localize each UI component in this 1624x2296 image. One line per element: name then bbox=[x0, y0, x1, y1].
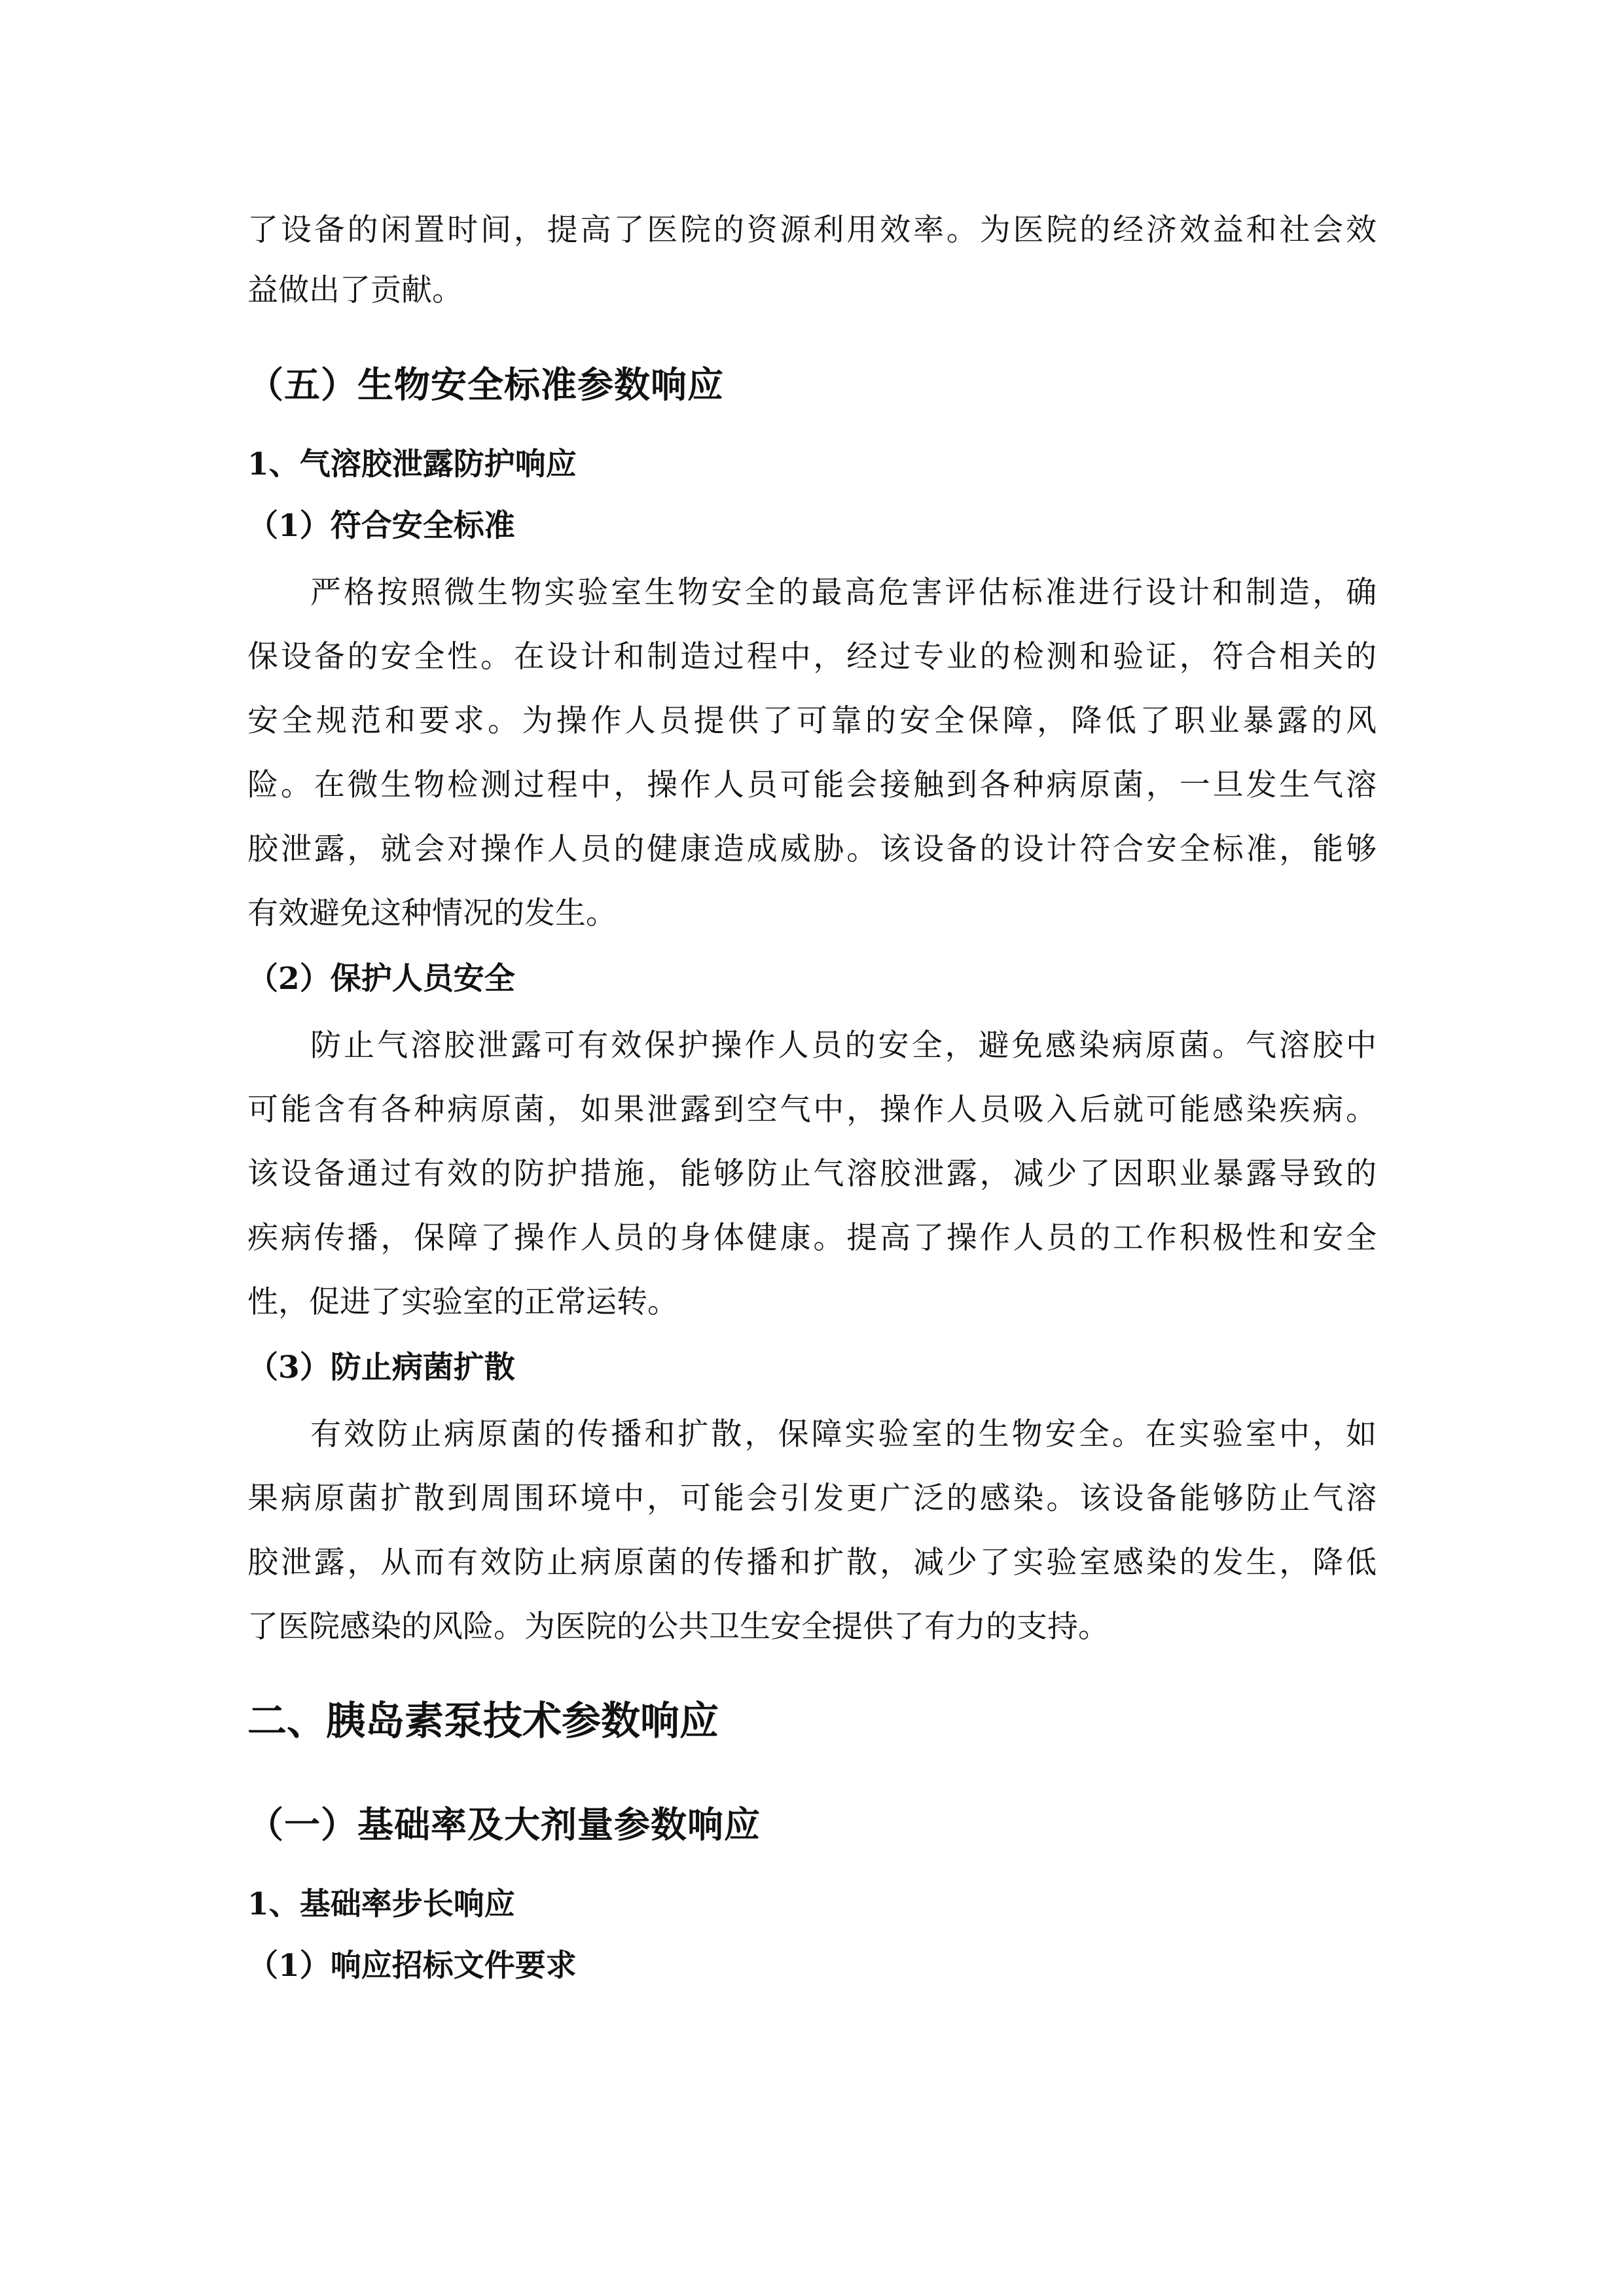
paragraph-line: 益做出了贡献。 bbox=[247, 272, 463, 308]
paragraph-line: 有效防止病原菌的传播和扩散，保障实验室的生物安全。在实验室中，如 bbox=[310, 1416, 1377, 1452]
section-heading: （五）生物安全标准参数响应 bbox=[247, 363, 725, 406]
paragraph-line: 疾病传播，保障了操作人员的身体健康。提高了操作人员的工作积极性和安全 bbox=[247, 1220, 1377, 1256]
paragraph-line: 了设备的闲置时间，提高了医院的资源利用效率。为医院的经济效益和社会效 bbox=[247, 212, 1377, 248]
paragraph-line: 性，促进了实验室的正常运转。 bbox=[247, 1284, 678, 1320]
paragraph-line: 果病原菌扩散到周围环境中，可能会引发更广泛的感染。该设备能够防止气溶 bbox=[247, 1480, 1377, 1516]
sub-heading: （1）响应招标文件要求 bbox=[247, 1948, 577, 1984]
chapter-heading: 二、胰岛素泵技术参数响应 bbox=[247, 1698, 719, 1744]
section-heading: （一）基础率及大剂量参数响应 bbox=[247, 1803, 761, 1846]
paragraph-line: 了医院感染的风险。为医院的公共卫生安全提供了有力的支持。 bbox=[247, 1609, 1109, 1645]
paragraph-line: 险。在微生物检测过程中，操作人员可能会接触到各种病原菌，一旦发生气溶 bbox=[247, 767, 1377, 803]
sub-heading: （1）符合安全标准 bbox=[247, 508, 515, 544]
paragraph-line: 安全规范和要求。为操作人员提供了可靠的安全保障，降低了职业暴露的风 bbox=[247, 703, 1377, 739]
paragraph-line: 有效避免这种情况的发生。 bbox=[247, 895, 617, 931]
sub-heading: （3）防止病菌扩散 bbox=[247, 1350, 515, 1386]
item-heading: 1、气溶胶泄露防护响应 bbox=[247, 446, 577, 482]
paragraph-line: 保设备的安全性。在设计和制造过程中，经过专业的检测和验证，符合相关的 bbox=[247, 639, 1377, 675]
paragraph-line: 胶泄露，就会对操作人员的健康造成威胁。该设备的设计符合安全标准，能够 bbox=[247, 831, 1377, 867]
paragraph-line: 胶泄露，从而有效防止病原菌的传播和扩散，减少了实验室感染的发生，降低 bbox=[247, 1545, 1377, 1581]
paragraph-line: 可能含有各种病原菌，如果泄露到空气中，操作人员吸入后就可能感染疾病。 bbox=[247, 1092, 1377, 1128]
paragraph-line: 防止气溶胶泄露可有效保护操作人员的安全，避免感染病原菌。气溶胶中 bbox=[310, 1028, 1377, 1064]
paragraph-line: 严格按照微生物实验室生物安全的最高危害评估标准进行设计和制造，确 bbox=[310, 575, 1377, 611]
sub-heading: （2）保护人员安全 bbox=[247, 961, 515, 997]
item-heading: 1、基础率步长响应 bbox=[247, 1886, 515, 1922]
paragraph-line: 该设备通过有效的防护措施，能够防止气溶胶泄露，减少了因职业暴露导致的 bbox=[247, 1156, 1377, 1192]
